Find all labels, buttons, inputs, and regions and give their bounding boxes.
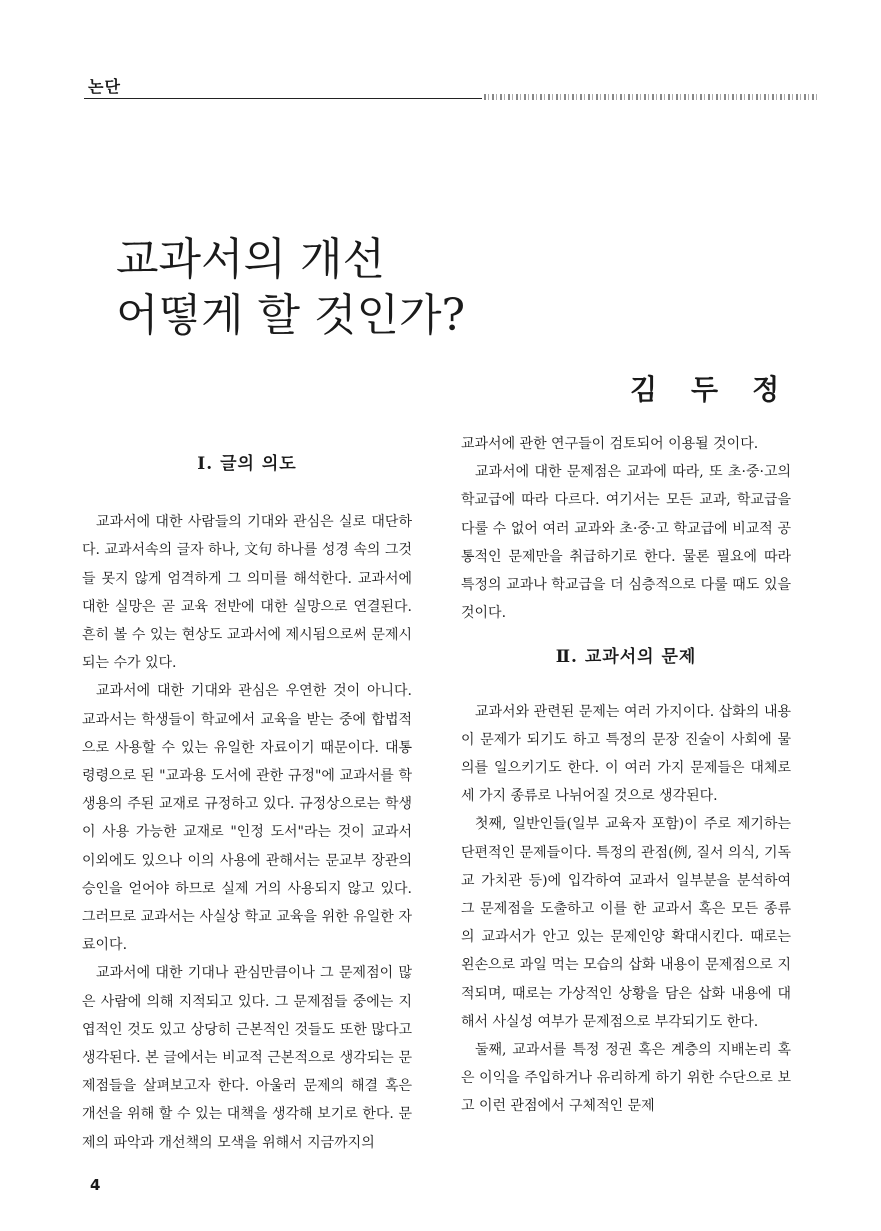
paragraph: 첫째, 일반인들(일부 교육자 포함)이 주로 제기하는 단편적인 문제들이다. 특정의 관점(例, 질서 의식, 기독교 가치관 등)에 입각하여 교과서 일부분을 분석하여 그 문제점을 도출하고 이를 한 교과서 혹은 모든 종류의 교과서가 안고 있는 문제인양 확대시킨다. 때로는 왼손으로 과일 먹는 모습의 삽화 내용이 문제점으로 지적되며, 때로는 가상적인 상황을 담은 삽화 내용에 대해서 사실성 여부가 문제점으로 부각되기도 한다. bbox=[461, 816, 791, 1030]
paragraph-continued: 교과서에 관한 연구들이 검토되어 이용될 것이다. bbox=[461, 436, 759, 452]
header-rule bbox=[84, 98, 482, 99]
left-column bbox=[82, 430, 412, 1157]
title-line-1: 교과서의 개선 bbox=[116, 234, 386, 285]
page-number: 4 bbox=[90, 1176, 101, 1194]
author-name: 김두정 bbox=[630, 373, 814, 406]
paragraph: 교과서에 대한 사람들의 기대와 관심은 실로 대단하다. 교과서속의 글자 하나, 文句 하나를 성경 속의 그것들 못지 않게 엄격하게 그 의미를 해석한다. 교과서에 대한 실망은 곧 교육 전반에 대한 실망으로 연결된다. 흔히 볼 수 있는 현상도 교과서에 제시됨으로써 문제시되는 수가 있다. bbox=[82, 514, 412, 672]
paragraph: 교과서에 대한 기대와 관심은 우연한 것이 아니다. 교과서는 학생들이 학교에서 교육을 받는 중에 합법적으로 사용할 수 있는 유일한 자료이기 때문이다. 대통령령으로 된 "교과용 도서에 관한 규정"에 교과서를 학생용의 주된 교재로 규정하고 있다. 규정상으로는 학생이 사용 가능한 교재로 "인정 도서"라는 것이 교과서 이외에도 있으나 이의 사용에 관해서는 문교부 장관의 승인을 얻어야 하므로 실제 거의 사용되지 않고 있다. 그러므로 교과서는 사실상 학교 교육을 위한 유일한 자료이다. bbox=[82, 683, 412, 954]
section-2-heading: Ⅱ. 교과서의 문제 bbox=[555, 647, 697, 668]
title-line-2: 어떻게 할 것인가? bbox=[116, 290, 466, 341]
section-tag: 논단 bbox=[88, 77, 121, 96]
paragraph: 교과서와 관련된 문제는 여러 가지이다. 삽화의 내용이 문제가 되기도 하고 특정의 문장 진술이 사회에 물의를 일으키기도 한다. 이 여러 가지 문제들은 대체로 세 가지 종류로 나뉘어질 것으로 생각된다. bbox=[461, 703, 791, 805]
section-1-heading: Ⅰ. 글의 의도 bbox=[197, 454, 297, 474]
paragraph: 교과서에 대한 문제점은 교과에 따라, 또 초·중·고의 학교급에 따라 다르다. 여기서는 모든 교과, 학교급을 다룰 수 없어 여러 교과와 초·중·고 학교급에 비교적 공통적인 문제만을 취급하기로 한다. 물론 필요에 따라 특정의 교과나 학교급을 더 심층적으로 다룰 때도 있을 것이다. bbox=[461, 464, 791, 622]
header-decoration bbox=[484, 94, 818, 100]
right-column bbox=[461, 430, 791, 1121]
article-title bbox=[116, 232, 465, 344]
paragraph: 둘째, 교과서를 특정 정권 혹은 계층의 지배논리 혹은 이익을 주입하거나 유리하게 하기 위한 수단으로 보고 이런 관점에서 구체적인 문제 bbox=[461, 1042, 791, 1115]
paragraph: 교과서에 대한 기대나 관심만큼이나 그 문제점이 많은 사람에 의해 지적되고 있다. 그 문제점들 중에는 지엽적인 것도 있고 상당히 근본적인 것들도 또한 많다고 생각된다. 본 글에서는 비교적 근본적으로 생각되는 문제점들을 살펴보고자 한다. 아울러 문제의 해결 혹은 개선을 위해 할 수 있는 대책을 생각해 보기로 한다. 문제의 파악과 개선책의 모색을 위해서 지금까지의 bbox=[82, 965, 412, 1151]
